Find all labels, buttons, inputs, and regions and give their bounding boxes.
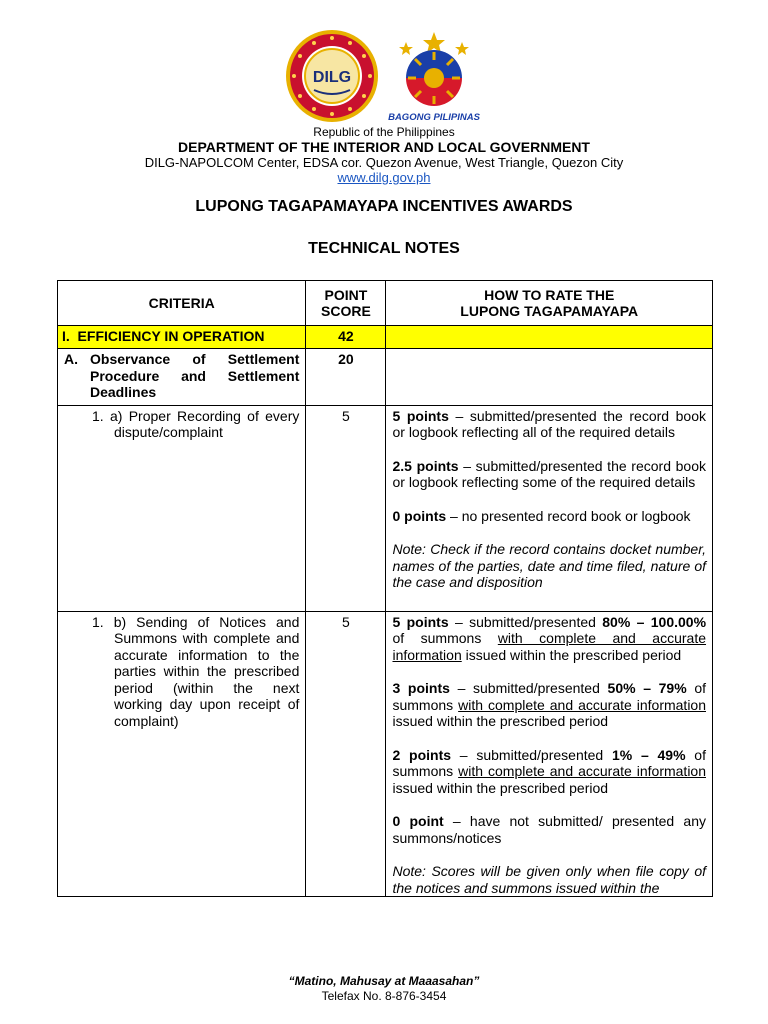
section-row-efficiency	[58, 326, 713, 349]
rating-note: Note: Check if the record contains docket number, names of the parties, date and time filed, nature of the case and disposition	[392, 541, 706, 590]
rating-points: 0 points	[392, 507, 447, 524]
rating-points: 0 point	[392, 813, 444, 829]
rating-description: of summons	[392, 680, 707, 713]
rating-description: – submitted/presented	[449, 680, 608, 696]
footer-telefax: Telefax No. 8-876-3454	[321, 989, 447, 1003]
department-address: DILG-NAPOLCOM Center, EDSA cor. Quezon Avenue, West Triangle, Quezon City	[144, 155, 624, 170]
subsection-empty-cell	[386, 349, 713, 406]
rating-description: issued within the prescribed period	[461, 646, 682, 663]
website-link[interactable]: www.dilg.gov.ph	[337, 170, 431, 185]
rating-underlined: with complete and accurate information	[392, 630, 707, 663]
department-name: DEPARTMENT OF THE INTERIOR AND LOCAL GOVERNMENT	[178, 139, 590, 155]
document-subtitle: TECHNICAL NOTES	[308, 240, 460, 257]
logo-bar	[0, 28, 768, 124]
rating-points: 2 points	[392, 746, 452, 763]
criteria-table	[57, 280, 713, 897]
point-score-header-line1: POINT	[324, 286, 368, 303]
rating-underlined: with complete and accurate information	[458, 763, 706, 779]
rating-paragraph	[392, 747, 706, 797]
rating-description: issued within the prescribed period	[392, 713, 609, 729]
how-to-rate-header-line2: LUPONG TAGAPAMAYAPA	[460, 303, 639, 319]
rating-description: – submitted/presented the record book or logbook reflecting some of the required details	[392, 457, 706, 490]
point-score-cell: 5	[306, 405, 386, 611]
rating-points: 5 points	[392, 613, 449, 630]
rating-paragraph	[392, 458, 706, 491]
rating-cell-1b	[386, 611, 713, 897]
rating-paragraph	[392, 614, 706, 664]
rating-description: – submitted/presented the record book or logbook reflecting all of the required details	[392, 407, 707, 440]
rating-description: – have not submitted/ presented any summons/notices	[392, 813, 707, 846]
rating-paragraph	[392, 508, 706, 525]
page-footer	[0, 974, 768, 1004]
dilg-seal-logo	[284, 28, 380, 124]
criteria-header: CRITERIA	[58, 281, 306, 326]
criteria-text: 1. a) Proper Recording of every dispute/complaint	[92, 407, 300, 440]
criteria-cell-1b	[58, 611, 306, 897]
how-to-rate-header-line1: HOW TO RATE THE	[484, 286, 615, 303]
letterhead	[0, 125, 768, 185]
criteria-text: 1. b) Sending of Notices and Summons with complete and accurate information to the parties within the prescribed period (within the next working day upon receipt of complaint)	[92, 613, 300, 729]
table-header-row	[58, 281, 713, 326]
subsection-label: Observance of Settlement Procedure and Settlement Deadlines	[90, 351, 300, 400]
subsection-letter: A.	[64, 351, 78, 367]
rating-cell-1a	[386, 405, 713, 611]
document-title: LUPONG TAGAPAMAYAPA INCENTIVES AWARDS	[195, 198, 573, 215]
rating-percentage: 80% – 100.00%	[602, 613, 707, 630]
rating-description: issued within the prescribed period	[392, 779, 609, 796]
rating-description: – no presented record book or logbook	[446, 507, 691, 524]
rating-description: – submitted/presented	[448, 613, 603, 630]
section-score: 42	[306, 326, 386, 349]
svg-text:BAGONG PILIPINAS: BAGONG PILIPINAS	[388, 112, 480, 123]
rating-description: – submitted/presented	[451, 746, 612, 763]
rating-paragraph	[392, 680, 706, 730]
rating-paragraph	[392, 813, 706, 846]
footer-motto: “Matino, Mahusay at Maaasahan”	[288, 974, 480, 988]
section-empty-cell	[386, 326, 713, 349]
subsection-label-cell	[58, 349, 306, 406]
rating-description: of summons	[392, 746, 706, 779]
bagong-pilipinas-logo	[386, 30, 482, 126]
subsection-score: 20	[306, 349, 386, 406]
rating-paragraph	[392, 408, 706, 441]
republic-line: Republic of the Philippines	[313, 125, 455, 139]
rating-underlined: with complete and accurate information	[458, 696, 706, 713]
rating-note: Note: Scores will be given only when file copy of the notices and summons issued within the	[392, 863, 706, 896]
how-to-rate-header	[386, 281, 713, 326]
subsection-row-observance	[58, 349, 713, 406]
rating-points: 5 points	[392, 407, 449, 424]
table-row-1a	[58, 405, 713, 611]
rating-points: 3 points	[392, 680, 450, 696]
table-row-1b	[58, 611, 713, 897]
point-score-header-line2: SCORE	[321, 303, 371, 319]
rating-points: 2.5 points	[392, 457, 459, 474]
criteria-cell-1a	[58, 405, 306, 611]
point-score-cell: 5	[306, 611, 386, 897]
point-score-header	[306, 281, 386, 326]
svg-text:DILG: DILG	[312, 69, 352, 86]
rating-description: of summons	[392, 630, 498, 646]
section-label: I. EFFICIENCY IN OPERATION	[58, 326, 306, 349]
rating-percentage: 50% – 79%	[607, 680, 687, 696]
rating-percentage: 1% – 49%	[611, 746, 686, 763]
